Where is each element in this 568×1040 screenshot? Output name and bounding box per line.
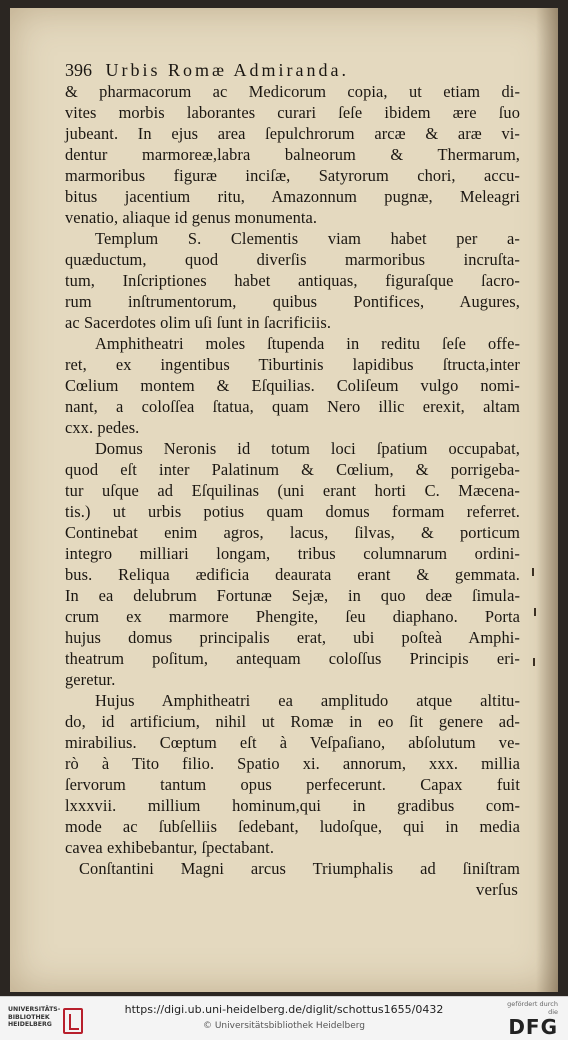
page-number: 396 xyxy=(65,60,92,80)
text-line: Hujus Amphitheatri ea amplitudo atque altitu- xyxy=(95,691,520,710)
text-line: tur uſque ad Eſquilinas (uni erant horti C. Mæcena- xyxy=(65,481,520,500)
permalink-url[interactable]: https://digi.ub.uni-heidelberg.de/diglit/schottus1655/0432 xyxy=(124,1003,444,1016)
text-line: geretur. xyxy=(65,670,116,689)
logo-text: UNIVERSITÄTS- BIBLIOTHEK HEIDELBERG xyxy=(8,1006,61,1029)
text-line: dentur marmoreæ,labra balneorum & Thermarum, xyxy=(65,145,520,164)
text-line: cxx. pedes. xyxy=(65,418,140,437)
text-line: venatio, aliaque id genus monumenta. xyxy=(65,208,318,227)
text-line: mirabilius. Cœptum eſt à Veſpaſiano, abſolutum ve- xyxy=(65,733,520,752)
text-line: Cœlium montem & Eſquilias. Coliſeum vulgo nomi- xyxy=(65,376,520,395)
text-line: lxxxvii. millium hominum,qui in gradibus com- xyxy=(65,796,520,815)
scanned-page xyxy=(10,8,558,992)
text-line: integro milliari longam, tribus columnarum ordini- xyxy=(65,544,520,563)
text-line: Domus Neronis id totum loci ſpatium occupabat, xyxy=(95,439,520,458)
text-line: Continebat enim agros, lacus, ſilvas, & porticum xyxy=(65,523,520,542)
catchword: verſus xyxy=(475,880,518,899)
viewer-footer xyxy=(0,996,568,1040)
text-line: tum, Inſcriptiones habet antiquas, figuraſque ſacro- xyxy=(65,271,520,290)
text-line: ret, ex ingentibus Tiburtinis lapidibus ſtructa,inter xyxy=(65,355,520,374)
text-line: Conſtantini Magni arcus Triumphalis ad ſiniſtram xyxy=(79,859,520,878)
text-line: quæductum, quod diverſis marmoribus incruſta- xyxy=(65,250,520,269)
text-line: tis.) ut urbis potius quam domus formam referret. xyxy=(65,502,520,521)
text-line: cavea exhibebantur, ſpectabant. xyxy=(65,838,275,857)
text-line: Amphitheatri moles ſtupenda in reditu ſeſe offe- xyxy=(95,334,520,353)
text-line: hujus domus principalis erat, ubi poſteà Amphi- xyxy=(65,628,520,647)
text-line: & pharmacorum ac Medicorum copia, ut etiam di- xyxy=(65,82,520,101)
running-header xyxy=(65,60,520,81)
text-line: bus. Reliqua ædificia deaurata erant & gemmata. xyxy=(65,565,520,584)
funder-caption: gefördert durch die xyxy=(507,1000,558,1016)
copyright-notice: © Universitätsbibliothek Heidelberg xyxy=(202,1021,365,1031)
text-line: nant, a coloſſea ſtatua, quam Nero illic erexit, altam xyxy=(65,397,520,416)
text-line: quod eſt inter Palatinum & Cœlium, & porrigeba- xyxy=(65,460,520,479)
text-line: vites morbis laborantes curari ſeſe ibidem ære ſuo xyxy=(65,103,520,122)
text-line: rò à Tito filio. Spatio xi. annorum, xxx. millia xyxy=(65,754,520,773)
text-line: In ea delubrum Fortunæ Sejæ, in quo deæ ſimula- xyxy=(65,586,520,605)
margin-marks xyxy=(530,568,540,668)
funder-block[interactable] xyxy=(498,1000,558,1038)
page-edge-shadow xyxy=(536,8,558,992)
text-line: marmoribus figuræ inciſæ, Satyrorum chori, accu- xyxy=(65,166,520,185)
text-line: mode ac ſubſelliis ſedebant, ludoſque, qui in media xyxy=(65,817,520,836)
text-line: ſervorum tantum opus perfecerunt. Capax fuit xyxy=(65,775,520,794)
text-line: crum ex marmore Phengite, ſeu diaphano. Porta xyxy=(65,607,520,626)
running-title: Urbis Romæ Admiranda. xyxy=(105,60,349,80)
text-line: jubeant. In ejus area ſepulchrorum arcæ & aræ vi- xyxy=(65,124,520,143)
text-line: rum inſtrumentorum, quibus Pontifices, Augures, xyxy=(65,292,520,311)
text-line: theatrum poſitum, antequam coloſſus Principis eri- xyxy=(65,649,520,668)
text-line: bitus jacentium ritu, Amazonnum pugnæ, Meleagri xyxy=(65,187,520,206)
page-text xyxy=(65,60,520,900)
text-line: do, id artificium, nihil ut Romæ in eo ſit genere ad- xyxy=(65,712,520,731)
text-line: ac Sacerdotes olim uſi ſunt in ſacrificiis. xyxy=(65,313,332,332)
dfg-logo-icon: DFG xyxy=(508,1015,558,1039)
text-line: Templum S. Clementis viam habet per a- xyxy=(95,229,520,248)
